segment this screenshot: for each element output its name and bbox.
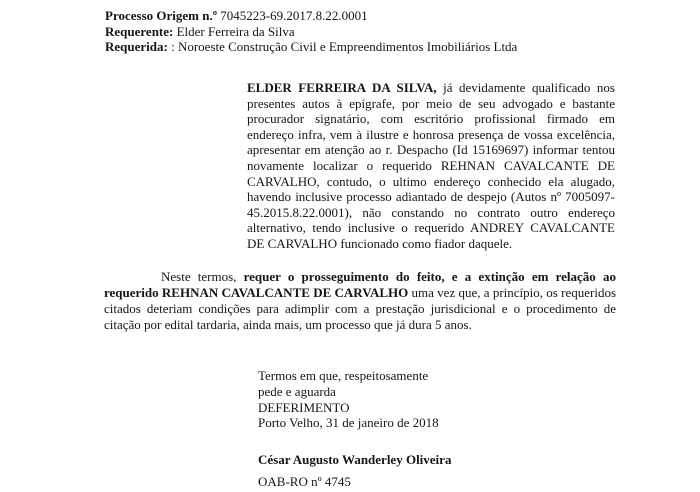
- requerente-label: Requerente:: [105, 23, 174, 39]
- process-number-label: Processo Origem n.º: [105, 8, 217, 23]
- petition-main-paragraph: [247, 80, 615, 252]
- lawyer-oab-number: OAB-RO nº 4745: [258, 474, 351, 489]
- requerente-line: [105, 24, 295, 40]
- closing-line-deferimento: DEFERIMENTO: [258, 399, 350, 415]
- closing-line-pede: pede e aguarda: [258, 383, 336, 399]
- requerente-value: Elder Ferreira da Silva: [173, 23, 295, 39]
- process-number-value: 7045223-69.2017.8.22.0001: [217, 8, 368, 23]
- petition-request-paragraph: [104, 269, 616, 333]
- requerida-label: Requerida:: [105, 39, 168, 54]
- request-lead-text: Neste termos,: [161, 269, 244, 284]
- closing-block: [258, 368, 439, 431]
- claimant-name-bold: ELDER FERREIRA DA SILVA,: [247, 80, 437, 95]
- request-tail-text: uma vez que, a princípio, os requeridos citados deteriam condições para adimplir com a prestação jurisdicional e o procedimento de citação por edital tardaria, ainda mais, um processo que já dura 5 anos.: [104, 285, 616, 332]
- lawyer-name: César Augusto Wanderley Oliveira: [258, 452, 452, 467]
- requerida-line: [105, 39, 517, 55]
- closing-line-date-place: Porto Velho, 31 de janeiro de 2018: [258, 415, 439, 431]
- closing-line-termos: Termos em que, respeitosamente: [258, 368, 429, 383]
- petition-main-text: já devidamente qualificado nos presentes autos à epígrafe, por meio de seu advogado e bastante procurador signatário, com escritório profissional firmado em endereço infra, vem à ilustre e honrosa presença de vossa excelência, apresentar em atenção ao r. Despacho (Id 15169697) informar tentou novamente localizar o requerido REHNAN CAVALCANTE DE CARVALHO, contudo, o ultimo endereço conhecido ela alugado, havendo inclusive processo adiantado de despejo (Autos nº 7005097-45.2015.8.22.0001), não constando no contrato outro endereço alternativo, tendo inclusive o requerido ANDREY CAVALCANTE DE CARVALHO funcionado como fiador daquele.: [247, 80, 615, 251]
- request-bold-text: requer o prosseguimento do feito, e a extinção em relação ao requerido REHNAN CAVALCANTE DE CARVALHO: [104, 269, 616, 300]
- requerida-value: : Noroeste Construção Civil e Empreendimentos Imobiliários Ltda: [167, 39, 518, 54]
- process-number-line: [105, 8, 368, 24]
